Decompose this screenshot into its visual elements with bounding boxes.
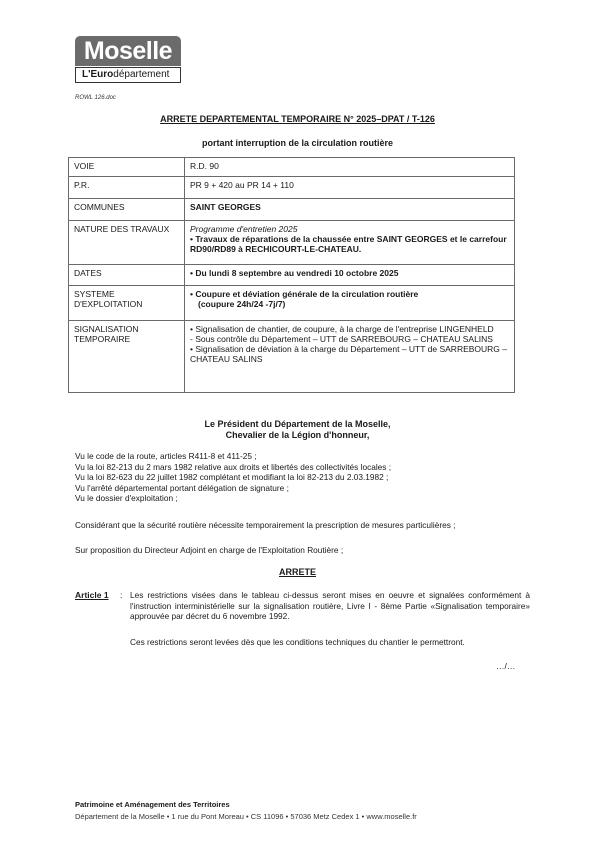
systeme-value-1: • Coupure et déviation générale de la circulation routière xyxy=(190,289,419,299)
signalisation-value-2: - Sous contrôle du Département – UTT de SARREBOURG – CHATEAU SALINS xyxy=(190,334,493,344)
systeme-label: SYSTEME D'EXPLOITATION xyxy=(69,286,185,321)
nature-label: NATURE DES TRAVAUX xyxy=(69,221,185,265)
table-row-signalisation xyxy=(69,321,515,393)
communes-value: SAINT GEORGES xyxy=(185,199,515,221)
info-table xyxy=(68,157,515,393)
article-1-label: Article 1 xyxy=(75,590,109,600)
table-row-nature xyxy=(69,221,515,265)
dates-label: DATES xyxy=(69,265,185,286)
article-1-body-2: Ces restrictions seront levées dès que les conditions techniques du chantier le permettront. xyxy=(130,637,465,647)
nature-cell xyxy=(185,221,515,265)
voie-label: VOIE xyxy=(69,158,185,177)
logo-subtitle: L'Eurodépartement xyxy=(75,67,181,83)
article-1-colon: : xyxy=(120,590,123,600)
voie-value: R.D. 90 xyxy=(185,158,515,177)
table-row-dates xyxy=(69,265,515,286)
footer-department: Patrimoine et Aménagement des Territoires xyxy=(75,800,230,809)
logo-name: Moselle xyxy=(75,36,181,66)
visa-item: Vu le code de la route, articles R411-8 et 411-25 ; xyxy=(75,451,257,461)
visa-item: Vu l'arrêté départemental portant délégation de signature ; xyxy=(75,482,289,493)
signalisation-value-3: • Signalisation de déviation à la charge du Département – UTT de SARREBOURG – CHATEAU SALINS xyxy=(190,344,508,364)
page-title: ARRETE DEPARTEMENTAL TEMPORAIRE N° 2025–DPAT / T-126 xyxy=(160,114,435,124)
visa-item: Vu le dossier d'exploitation ; xyxy=(75,493,178,504)
pr-label: P.R. xyxy=(69,177,185,199)
systeme-cell xyxy=(185,286,515,321)
pr-value: PR 9 + 420 au PR 14 + 110 xyxy=(185,177,515,199)
considerant-paragraph: Considérant que la sécurité routière nécessite temporairement la prescription de mesures particulières ; xyxy=(75,520,456,530)
table-row-pr xyxy=(69,177,515,199)
page-subtitle: portant interruption de la circulation routière xyxy=(201,138,394,148)
president-line-1: Le Président du Département de la Moselle, xyxy=(204,419,391,429)
article-1-body: Les restrictions visées dans le tableau ci-dessus seront mises en oeuvre et signalées conformément à l'instruction interministérielle sur la signalisation routière, Livre I - 8ème Partie «Signalisation temporaire» approuvée par décret du 6 novembre 1992. xyxy=(130,590,530,622)
visa-item: Vu la loi 82-213 du 2 mars 1982 relative aux droits et libertés des collectivités locales ; xyxy=(75,461,392,472)
arrete-heading: ARRETE xyxy=(278,567,316,577)
signalisation-label: SIGNALISATION TEMPORAIRE xyxy=(69,321,185,393)
systeme-value-2: (coupure 24h/24 -7j/7) xyxy=(198,299,286,309)
table-row-voie xyxy=(69,158,515,177)
signalisation-cell xyxy=(185,321,515,393)
nature-value: • Travaux de réparations de la chaussée entre SAINT GEORGES et le carrefour RD90/RD89 à RECHICOURT-LE-CHATEAU. xyxy=(190,234,507,254)
moselle-logo xyxy=(75,36,181,83)
dates-value: • Du lundi 8 septembre au vendredi 10 octobre 2025 xyxy=(185,265,515,286)
table-row-communes xyxy=(69,199,515,221)
footer-address: Département de la Moselle • 1 rue du Pont Moreau • CS 11096 • 57036 Metz Cedex 1 • www.moselle.fr xyxy=(75,812,417,821)
visas-list xyxy=(75,451,391,504)
signalisation-value-1: • Signalisation de chantier, de coupure, à la charge de l'entreprise LINGENHELD xyxy=(190,324,494,334)
table-row-systeme xyxy=(69,286,515,321)
visa-item: Vu la loi 82-623 du 22 juillet 1982 complétant et modifiant la loi 82-213 du 2.03.1982 ; xyxy=(75,472,389,483)
communes-label: COMMUNES xyxy=(69,199,185,221)
continuation-mark: …/… xyxy=(496,661,516,671)
proposition-paragraph: Sur proposition du Directeur Adjoint en charge de l'Exploitation Routière ; xyxy=(75,545,344,555)
nature-program: Programme d'entretien 2025 xyxy=(190,224,298,234)
president-line-2: Chevalier de la Légion d'honneur, xyxy=(225,430,370,440)
document-reference: ROWL 126.doc xyxy=(75,95,116,101)
